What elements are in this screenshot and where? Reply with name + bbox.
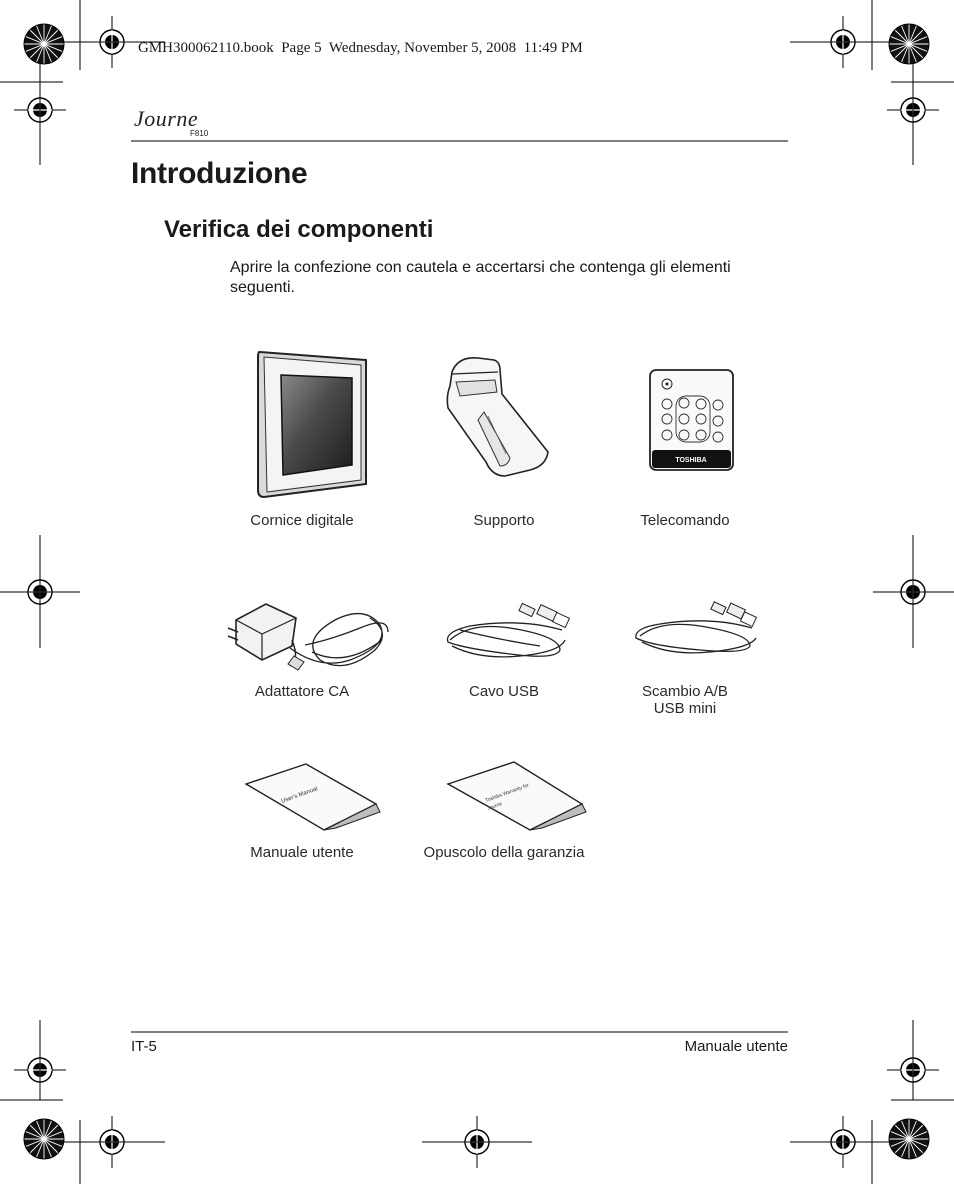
section-title: Verifica dei componenti: [164, 216, 434, 243]
brand-logo-script: Journe: [134, 106, 199, 131]
remote-brand-text: TOSHIBA: [675, 457, 707, 464]
item-caption: Cornice digitale: [250, 512, 354, 529]
item-caption: Manuale utente: [250, 844, 354, 861]
user-manual-icon: [246, 764, 380, 830]
footer-page-number: IT-5: [131, 1038, 157, 1055]
item-caption: Cavo USB: [468, 683, 540, 700]
brand-model: F810: [190, 129, 209, 138]
warranty-cover-text-2: Journe: [486, 801, 504, 812]
item-caption-multiline: [585, 683, 785, 717]
usb-cable-icon: [447, 603, 569, 656]
item-caption-line: USB mini: [653, 700, 717, 717]
item-caption: Opuscolo della garanzia: [423, 844, 585, 861]
item-caption: Telecomando: [640, 512, 730, 529]
mini-usb-cable-icon: [636, 602, 757, 653]
footer-doc-name: Manuale utente: [684, 1038, 788, 1055]
digital-frame-icon: [258, 352, 366, 497]
print-slug: GMH300062110.book Page 5 Wednesday, November 5, 2008 11:49 PM: [138, 40, 583, 56]
manual-cover-text: User's Manual: [280, 786, 319, 805]
stand-icon: [447, 358, 548, 476]
item-caption: Adattatore CA: [254, 683, 350, 700]
item-caption-line: Scambio A/B: [642, 683, 728, 700]
ac-adapter-icon: [228, 604, 388, 670]
intro-paragraph: Aprire la confezione con cautela e accertarsi che contenga gli elementi seguenti.: [230, 259, 731, 296]
remote-control-icon: [650, 370, 733, 470]
warranty-cover-text-1: Toshiba Warranty for: [484, 782, 530, 804]
item-caption: Supporto: [473, 512, 535, 529]
page-title: Introduzione: [131, 157, 308, 190]
warranty-booklet-icon: [448, 762, 586, 830]
